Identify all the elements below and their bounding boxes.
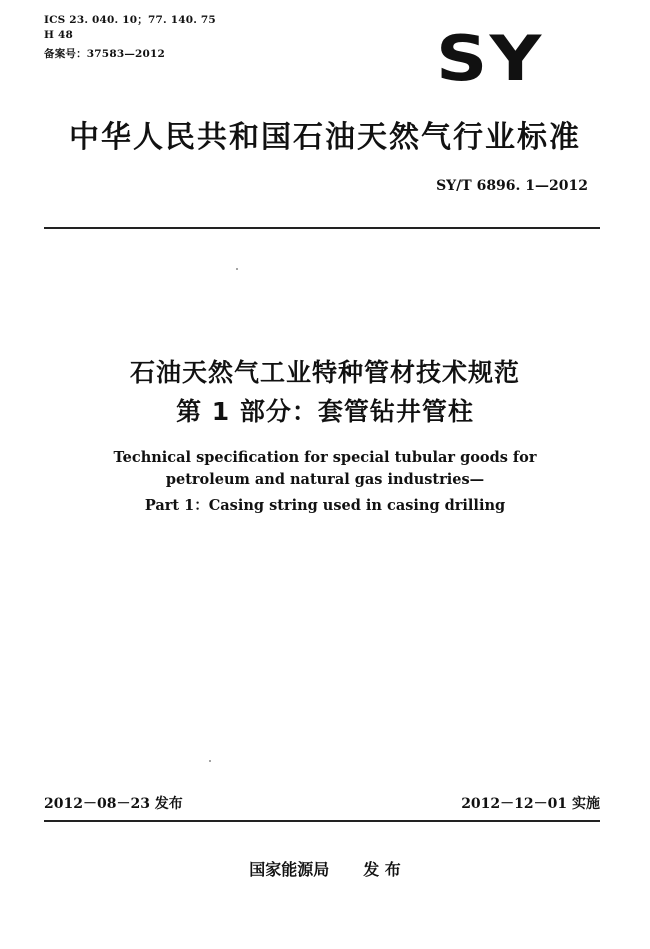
english-title-line-1: Technical specification for special tubular goods for [113,449,537,466]
implementation-date: 2012－12－01 实施 [461,796,600,812]
top-divider [44,227,600,229]
publisher-action: 发 布 [363,860,401,879]
organization-title: 中华人民共和国石油天然气行业标准 [69,120,581,155]
issue-date: 2012－08－23 发布 [44,796,183,812]
sy-logo: SY [436,22,544,95]
english-title-line-3: Part 1：Casing string used in casing drilling [144,497,506,514]
ics-code: ICS 23. 040. 10；77. 140. 75 [44,14,216,26]
scan-speck [209,760,211,762]
bottom-divider [44,820,600,822]
standard-number: SY/T 6896. 1—2012 [436,178,588,194]
record-number: 备案号：37583—2012 [44,48,166,60]
category-code: H 48 [44,29,73,41]
chinese-title-line-2: 第 1 部分：套管钻井管柱 [176,397,474,426]
chinese-title-line-1: 石油天然气工业特种管材技术规范 [129,358,520,387]
scan-speck [236,268,238,270]
publisher-name: 国家能源局 [249,860,330,879]
publisher-line [0,857,650,880]
english-title-line-2: petroleum and natural gas industries— [165,471,485,488]
